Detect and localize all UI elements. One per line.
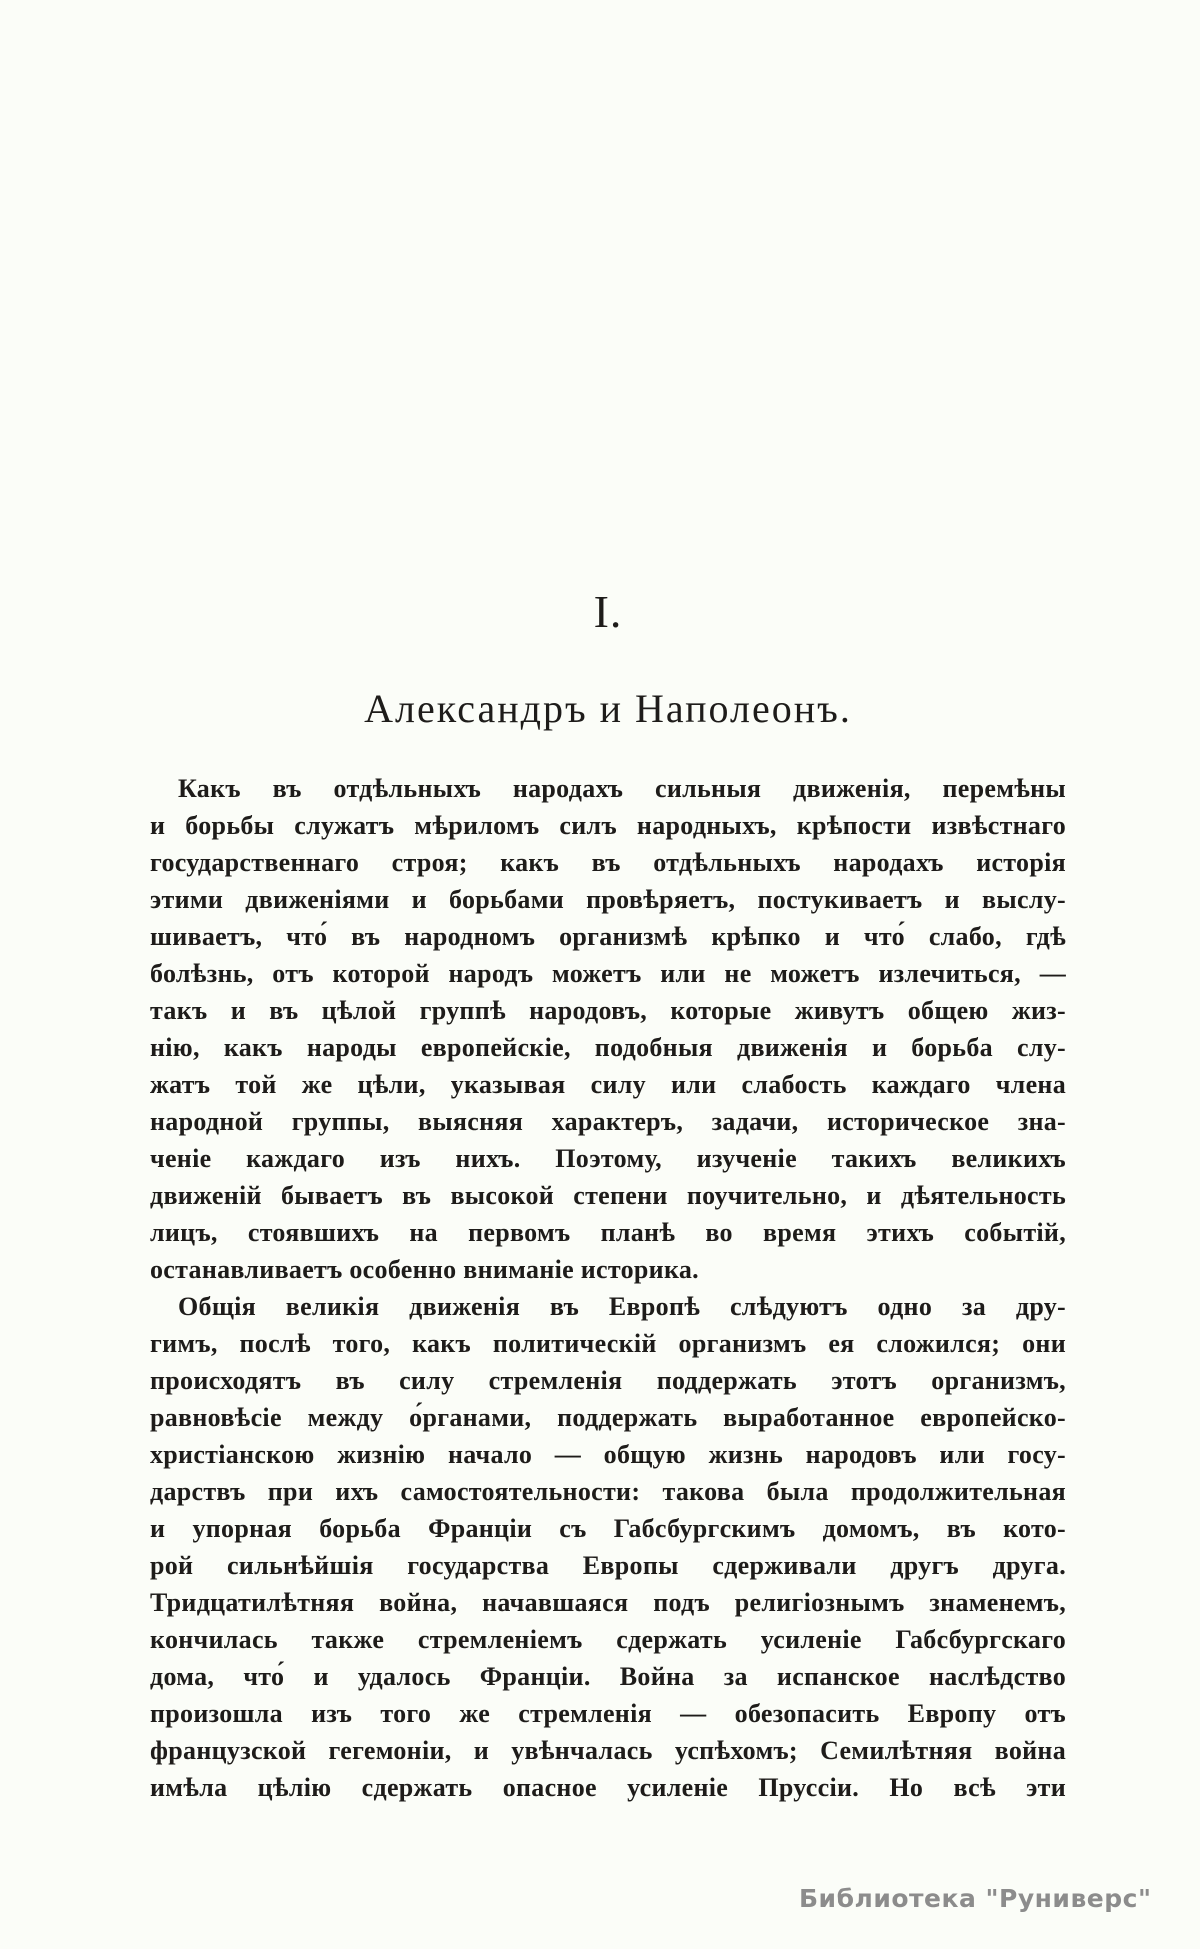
text-line: Общія великія движенія въ Европѣ слѣдуютъ одно за дру- (178, 1292, 1066, 1321)
text-line: произошла изъ того же стремленія — обезопасить Европу отъ (150, 1699, 1066, 1728)
text-line: дома, что́ и удалось Франціи. Война за испанское наслѣдство (150, 1662, 1066, 1691)
text-line: народной группы, выясняя характеръ, задачи, историческое зна- (150, 1107, 1066, 1136)
text-line: происходятъ въ силу стремленія поддержать этотъ организмъ, (150, 1366, 1066, 1395)
text-line: такъ и въ цѣлой группѣ народовъ, которые живутъ общею жиз- (150, 996, 1066, 1025)
text-line: и борьбы служатъ мѣриломъ силъ народныхъ, крѣпости извѣстнаго (150, 811, 1066, 840)
text-line: французской гегемоніи, и увѣнчалась успѣхомъ; Семилѣтняя война (150, 1736, 1066, 1765)
text-line: ченіе каждаго изъ нихъ. Поэтому, изученіе такихъ великихъ (150, 1144, 1066, 1173)
text-line: движеній бываетъ въ высокой степени поучительно, и дѣятельность (150, 1181, 1066, 1210)
library-watermark: Библиотека "Руниверс" (799, 1884, 1152, 1913)
chapter-number: I. (593, 586, 623, 637)
text-line: жатъ той же цѣли, указывая силу или слабость каждаго члена (150, 1070, 1066, 1099)
text-line: имѣла цѣлію сдержать опасное усиленіе Пруссіи. Но всѣ эти (150, 1773, 1066, 1802)
text-line: рой сильнѣйшія государства Европы сдерживали другъ друга. (150, 1551, 1066, 1580)
text-line: болѣзнь, отъ которой народъ можетъ или не можетъ излечиться, — (150, 959, 1066, 988)
text-line: дарствъ при ихъ самостоятельности: такова была продолжительная (150, 1477, 1066, 1506)
paragraph-2 (150, 1288, 1066, 1806)
text-line: христіанскою жизнію начало — общую жизнь народовъ или госу- (150, 1440, 1066, 1469)
text-line: Тридцатилѣтняя война, начавшаяся подъ религіознымъ знаменемъ, (150, 1588, 1066, 1617)
text-line: этими движеніями и борьбами провѣряетъ, постукиваетъ и выслу- (150, 885, 1066, 914)
text-line: нію, какъ народы европейскіе, подобныя движенія и борьба слу- (150, 1033, 1066, 1062)
text-line: Какъ въ отдѣльныхъ народахъ сильныя движенія, перемѣны (178, 774, 1066, 803)
text-line: кончилась также стремленіемъ сдержать усиленіе Габсбургскаго (150, 1625, 1066, 1654)
text-line: останавливаетъ особенно вниманіе историка. (150, 1255, 699, 1284)
text-line: равновѣсіе между о́рганами, поддержать выработанное европейско- (150, 1403, 1066, 1432)
text-line: шиваетъ, что́ въ народномъ организмѣ крѣпко и что́ слабо, гдѣ (150, 922, 1066, 951)
text-line: лицъ, стоявшихъ на первомъ планѣ во время этихъ событій, (150, 1218, 1066, 1247)
text-line: и упорная борьба Франціи съ Габсбургскимъ домомъ, въ кото- (150, 1514, 1066, 1543)
text-line: государственнаго строя; какъ въ отдѣльныхъ народахъ исторія (150, 848, 1066, 877)
body-text (150, 770, 1066, 1806)
text-line: гимъ, послѣ того, какъ политическій организмъ ея сложился; они (150, 1329, 1066, 1358)
chapter-title: Александръ и Наполеонъ. (364, 686, 852, 731)
paragraph-1 (150, 770, 1066, 1288)
